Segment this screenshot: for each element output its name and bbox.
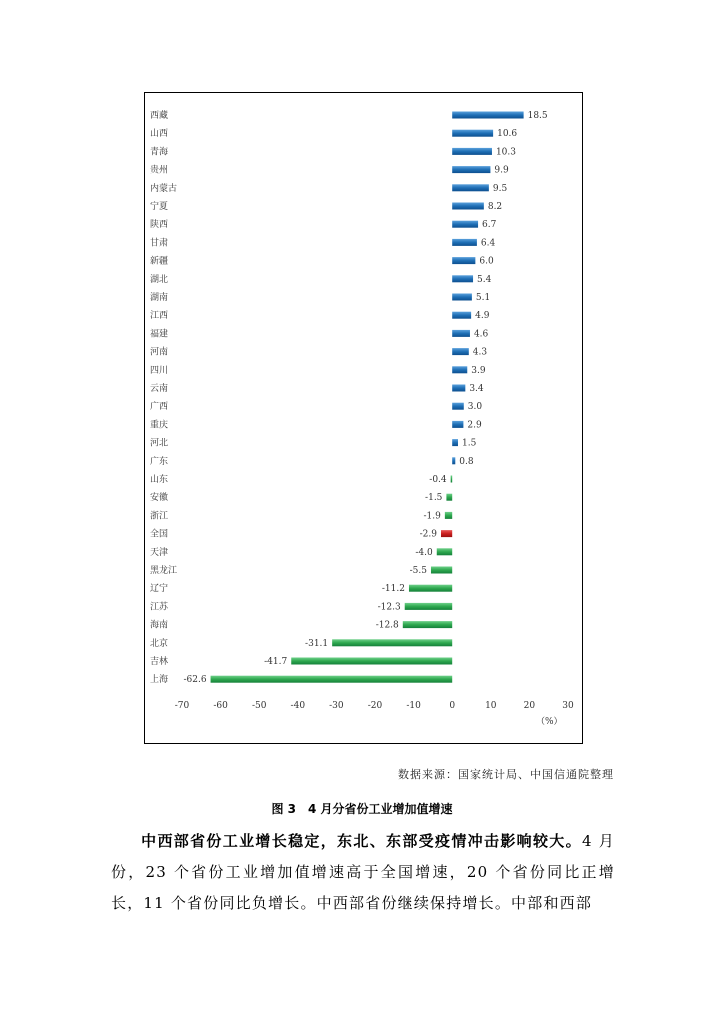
value-label: 4.3 [472, 347, 488, 358]
category-label: 重庆 [150, 420, 169, 431]
bar-西藏 [452, 112, 523, 119]
bar-山西 [452, 130, 493, 137]
value-label: -0.4 [429, 475, 447, 485]
paragraph-text: 4 月份，23 个省份工业增加值增速高于全国增速，20 个省份同比正增长，11 个省份同比负增长。中西部省份继续保持增长。中部和西部 [111, 832, 615, 912]
category-label: 上海 [150, 675, 169, 686]
value-label: 9.9 [494, 165, 509, 176]
category-label: 海南 [150, 620, 169, 631]
category-label: 广西 [150, 402, 169, 413]
bar-吉林 [291, 658, 452, 665]
category-label: 宁夏 [150, 202, 169, 212]
bar-河北 [452, 439, 458, 446]
x-tick-label: -20 [367, 701, 383, 711]
value-label: -11.2 [381, 584, 405, 595]
value-label: -1.9 [423, 511, 441, 522]
value-label: 8.2 [487, 202, 503, 212]
category-label: 新疆 [150, 256, 169, 267]
bar-安徽 [446, 494, 452, 501]
bar-福建 [452, 330, 470, 337]
x-tick-label: 0 [449, 701, 456, 711]
data-source-note: 数据来源：国家统计局、中国信通院整理 [398, 768, 614, 781]
value-label: -4.0 [415, 547, 433, 558]
value-label: -12.3 [377, 602, 401, 613]
paragraph-lead: 中西部省份工业增长稳定，东北、东部受疫情冲击影响较大。 [141, 832, 582, 850]
value-label: 3.0 [467, 402, 483, 413]
value-label: 5.1 [475, 293, 491, 303]
category-label: 河北 [150, 438, 169, 449]
category-label: 湖北 [150, 274, 169, 285]
x-tick-label: -10 [406, 701, 421, 711]
value-label: 6.7 [482, 220, 497, 231]
bar-chart [144, 92, 583, 744]
bar-湖北 [452, 275, 473, 282]
bar-青海 [452, 148, 492, 155]
bar-天津 [437, 548, 452, 555]
value-label: 10.3 [495, 147, 517, 158]
value-label: -12.8 [375, 620, 399, 631]
value-label: -41.7 [264, 657, 288, 667]
category-label: 内蒙古 [150, 183, 178, 194]
bar-宁夏 [452, 203, 484, 210]
bar-四川 [452, 366, 467, 373]
bar-山东 [451, 476, 453, 483]
category-label: 山西 [150, 129, 169, 140]
category-label: 安徽 [150, 493, 169, 504]
value-label: 4.6 [473, 329, 489, 340]
bar-内蒙古 [452, 184, 489, 191]
bar-湖南 [452, 294, 472, 301]
bar-全国 [441, 530, 452, 537]
category-label: 天津 [150, 547, 169, 558]
category-label: 黑龙江 [150, 566, 178, 576]
category-label: 河南 [150, 347, 169, 358]
category-label: 青海 [150, 147, 169, 158]
value-label: 10.6 [497, 129, 518, 140]
bar-广东 [452, 457, 455, 464]
value-label: 9.5 [492, 183, 508, 194]
value-label: 18.5 [527, 111, 548, 121]
x-tick-label: 30 [562, 701, 574, 711]
body-paragraph [111, 826, 615, 919]
category-label: 云南 [150, 384, 169, 394]
category-label: 广东 [150, 456, 169, 467]
category-label: 四川 [150, 365, 169, 376]
value-label: 6.4 [480, 238, 496, 249]
bar-辽宁 [409, 585, 452, 592]
bar-海南 [403, 621, 452, 628]
x-tick-label: 20 [523, 701, 536, 711]
bar-广西 [452, 403, 464, 410]
figure-caption: 图 3 4 月分省份工业增加值增速 [271, 802, 453, 816]
category-label: 山东 [150, 475, 169, 485]
bar-江西 [452, 312, 471, 319]
bar-重庆 [452, 421, 463, 428]
category-label: 北京 [150, 638, 169, 649]
category-label: 西藏 [150, 111, 169, 121]
bar-贵州 [452, 166, 490, 173]
bar-北京 [332, 639, 452, 646]
bar-上海 [211, 676, 453, 683]
category-label: 陕西 [150, 220, 169, 231]
bar-江苏 [405, 603, 452, 610]
x-tick-label: -30 [329, 701, 344, 711]
x-tick-label: 10 [485, 701, 497, 711]
bar-陕西 [452, 221, 478, 228]
category-label: 辽宁 [150, 584, 169, 595]
category-label: 江西 [150, 311, 169, 322]
value-label: 0.8 [459, 456, 474, 467]
bar-新疆 [452, 257, 475, 264]
bar-河南 [452, 348, 469, 355]
value-label: -5.5 [409, 566, 427, 576]
category-label: 甘肃 [150, 238, 169, 249]
value-label: 4.9 [475, 311, 490, 322]
value-label: 3.4 [469, 384, 484, 394]
x-axis-unit: （%） [536, 717, 563, 727]
bar-黑龙江 [431, 567, 452, 574]
category-label: 全国 [150, 529, 169, 540]
x-tick-label: -40 [290, 701, 306, 711]
category-label: 湖南 [150, 293, 169, 303]
value-label: -31.1 [305, 638, 329, 649]
value-label: 2.9 [467, 420, 482, 431]
value-label: -2.9 [419, 529, 438, 540]
value-label: 3.9 [471, 365, 486, 376]
value-label: 5.4 [477, 274, 492, 285]
bar-甘肃 [452, 239, 477, 246]
value-label: 1.5 [461, 438, 477, 449]
value-label: 6.0 [479, 256, 494, 267]
bar-云南 [452, 385, 465, 392]
category-label: 福建 [150, 329, 169, 340]
x-tick-label: -50 [251, 701, 267, 711]
x-tick-label: -60 [213, 701, 228, 711]
category-label: 贵州 [150, 165, 169, 176]
value-label: -62.6 [183, 675, 207, 686]
x-tick-label: -70 [174, 701, 190, 711]
category-label: 浙江 [150, 511, 169, 522]
value-label: -1.5 [425, 493, 443, 504]
bar-浙江 [445, 512, 452, 519]
category-label: 江苏 [150, 602, 169, 613]
category-label: 吉林 [150, 657, 169, 667]
